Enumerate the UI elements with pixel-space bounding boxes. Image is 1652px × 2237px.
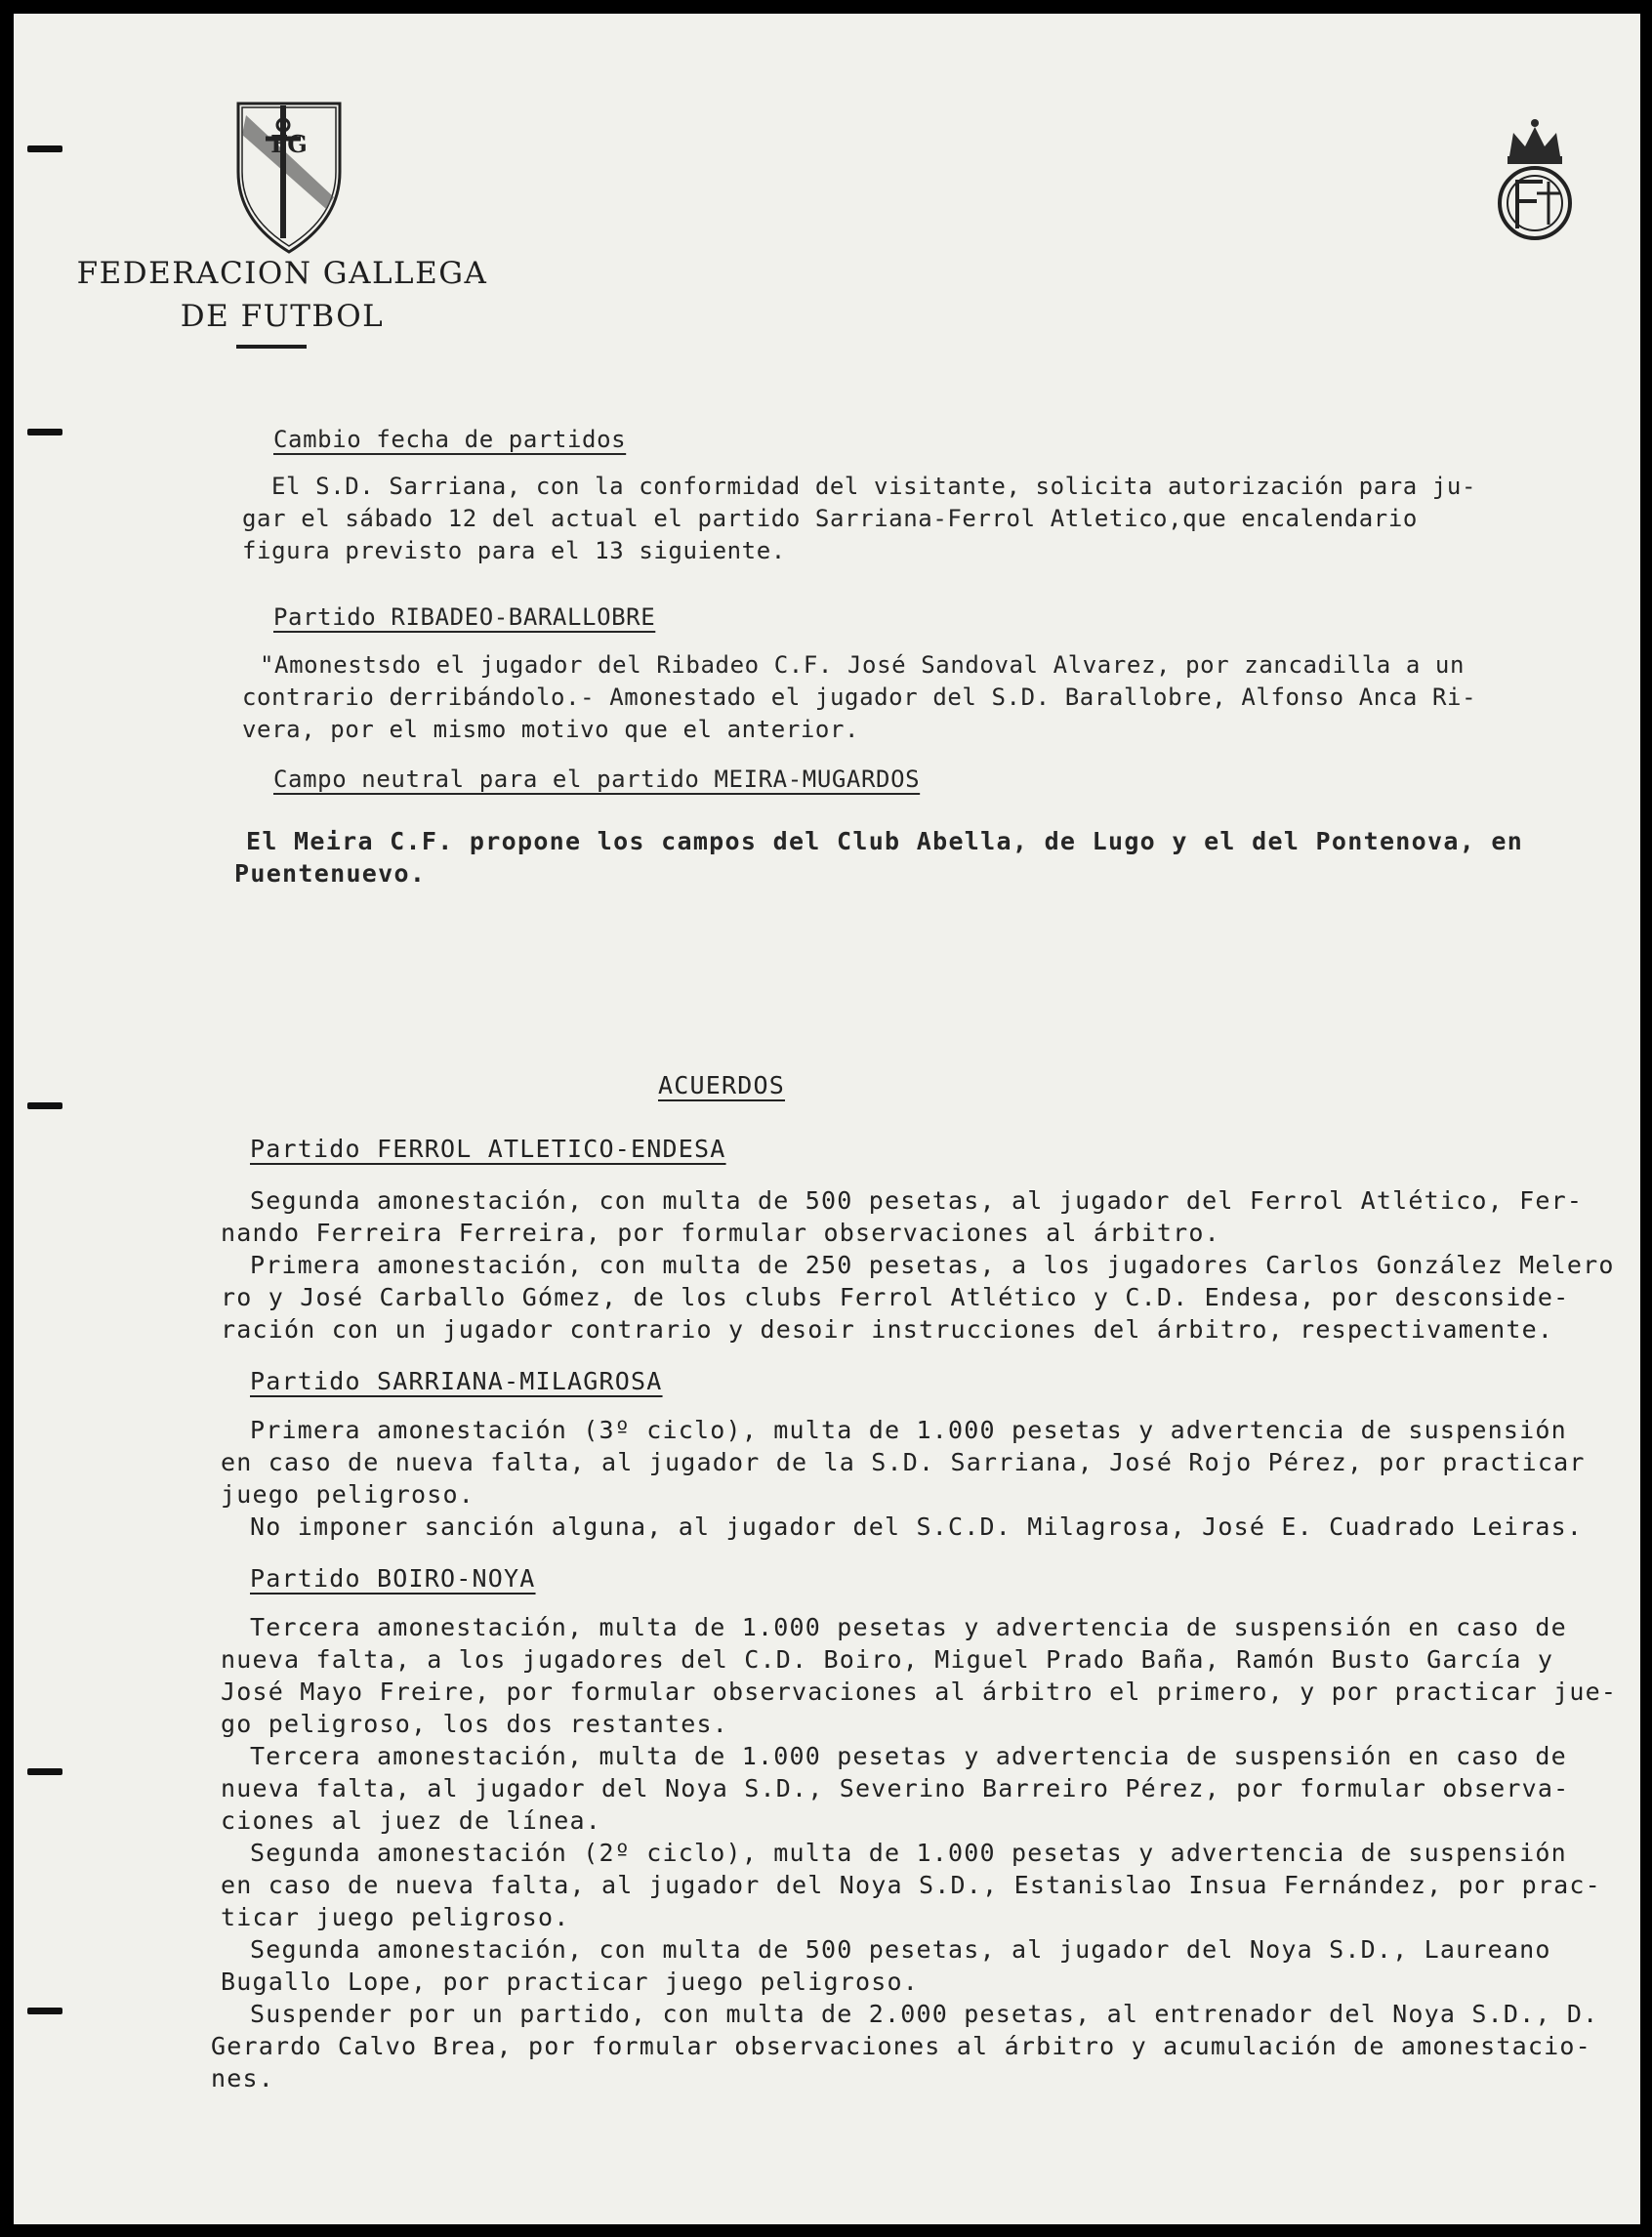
binder-punch-mark [27, 1768, 62, 1775]
organization-name-line-1: FEDERACION GALLEGA [76, 256, 488, 291]
text-line: Tercera amonestación, multa de 1.000 pesetas y advertencia de suspensión en caso de [250, 1742, 1567, 1770]
text-line: Primera amonestación (3º ciclo), multa de 1.000 pesetas y advertencia de suspensión [250, 1416, 1567, 1444]
section-heading: Partido RIBADEO-BARALLOBRE [273, 603, 656, 631]
section-heading: Cambio fecha de partidos [273, 426, 627, 453]
text-line: Tercera amonestación, multa de 1.000 pesetas y advertencia de suspensión en caso de [250, 1613, 1567, 1641]
text-line: nueva falta, a los jugadores del C.D. Boiro, Miguel Prado Baña, Ramón Busto García y [221, 1645, 1554, 1674]
text-line: ración con un jugador contrario y desoir instrucciones del árbitro, respectivamente. [221, 1315, 1554, 1344]
header-divider [236, 345, 307, 349]
text-line: El S.D. Sarriana, con la conformidad del visitante, solicita autorización para ju- [271, 473, 1477, 500]
text-line: Segunda amonestación, con multa de 500 pesetas, al jugador del Noya S.D., Laureano [250, 1935, 1551, 1964]
text-line: Puentenuevo. [234, 859, 427, 888]
text-line: No imponer sanción alguna, al jugador del S.C.D. Milagrosa, José E. Cuadrado Leiras. [250, 1512, 1584, 1541]
section-heading: Campo neutral para el partido MEIRA-MUGARDOS [273, 766, 921, 793]
organization-name [72, 252, 492, 338]
organization-name-line-2: DE FUTBOL [180, 299, 385, 334]
text-line: gar el sábado 12 del actual el partido Sarriana-Ferrol Atletico,que encalendario [242, 505, 1418, 532]
text-line: Segunda amonestación (2º ciclo), multa de 1.000 pesetas y advertencia de suspensión [250, 1839, 1567, 1867]
text-line: Suspender por un partido, con multa de 2.000 pesetas, al entrenador del Noya S.D., D. [250, 2000, 1599, 2028]
match-heading: Partido FERROL ATLETICO-ENDESA [250, 1135, 726, 1163]
text-line: en caso de nueva falta, al jugador de la S.D. Sarriana, José Rojo Pérez, por practicar [221, 1448, 1586, 1476]
text-line: juego peligroso. [221, 1480, 475, 1509]
text-line: Primera amonestación, con multa de 250 pesetas, a los jugadores Carlos González Melero [250, 1251, 1615, 1279]
text-line: José Mayo Freire, por formular observaciones al árbitro el primero, y por practicar jue- [221, 1678, 1618, 1706]
text-line: figura previsto para el 13 siguiente. [242, 537, 786, 564]
federation-shield-icon [232, 96, 346, 256]
text-line: ciones al juez de línea. [221, 1806, 602, 1835]
text-line: El Meira C.F. propone los campos del Club Abella, de Lugo y el del Pontenova, en [246, 827, 1524, 855]
binder-punch-mark [27, 2008, 62, 2014]
text-line: vera, por el mismo motivo que el anterior. [242, 716, 860, 743]
text-line: ro y José Carballo Gómez, de los clubs Ferrol Atlético y C.D. Endesa, por desconside- [221, 1283, 1570, 1311]
rfef-emblem-icon [1488, 117, 1582, 244]
svg-text:FG: FG [270, 130, 308, 158]
text-line: go peligroso, los dos restantes. [221, 1710, 729, 1738]
text-line: "Amonestsdo el jugador del Ribadeo C.F. José Sandoval Alvarez, por zancadilla a un [260, 651, 1466, 679]
text-line: nueva falta, al jugador del Noya S.D., Severino Barreiro Pérez, por formular observa- [221, 1774, 1570, 1802]
binder-punch-mark [27, 145, 62, 152]
text-line: en caso de nueva falta, al jugador del Noya S.D., Estanislao Insua Fernández, por prac- [221, 1871, 1601, 1899]
acuerdos-title: ACUERDOS [658, 1071, 786, 1099]
text-line: Bugallo Lope, por practicar juego peligroso. [221, 1968, 920, 1996]
text-line: Gerardo Calvo Brea, por formular observaciones al árbitro y acumulación de amonestacio- [211, 2032, 1591, 2060]
binder-punch-mark [27, 429, 62, 435]
text-line: Segunda amonestación, con multa de 500 pesetas, al jugador del Ferrol Atlético, Fer- [250, 1186, 1584, 1215]
text-line: contrario derribándolo.- Amonestado el jugador del S.D. Barallobre, Alfonso Anca Ri- [242, 684, 1477, 711]
binder-punch-mark [27, 1102, 62, 1109]
text-line: ticar juego peligroso. [221, 1903, 570, 1931]
document-page [14, 14, 1640, 2224]
match-heading: Partido BOIRO-NOYA [250, 1564, 536, 1593]
text-line: nes. [211, 2064, 275, 2092]
text-line: nando Ferreira Ferreira, por formular observaciones al árbitro. [221, 1219, 1220, 1247]
match-heading: Partido SARRIANA-MILAGROSA [250, 1367, 663, 1395]
